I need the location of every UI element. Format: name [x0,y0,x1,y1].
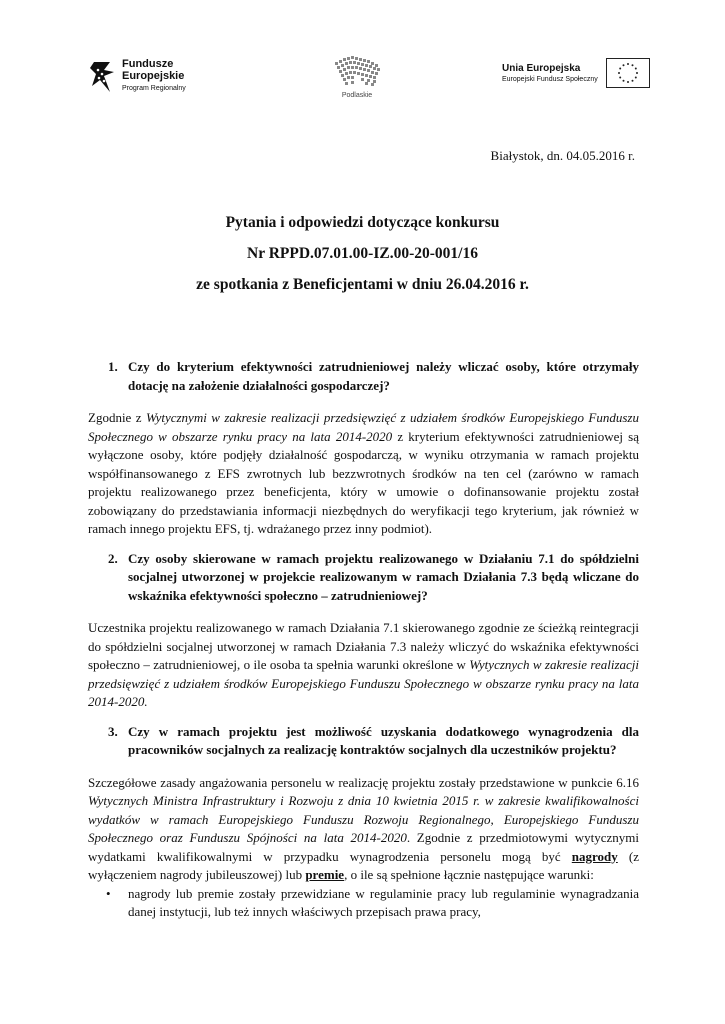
question-3 [108,723,639,760]
answer-3 [88,774,639,885]
unia-europejska-logo [502,58,650,88]
answer-3-premie: premie [305,867,345,882]
answer-2-italic: Wytycznych w zakresie realizacji przedsięwzięć z udziałem środków Europejskiego Funduszu Społecznego w obszarze rynku pracy na lata 2014-2020. [88,657,640,709]
question-2-text: Czy osoby skierowane w ramach projektu realizowanego w Działaniu 7.1 do spółdzielni socjalnej utworzonej w projekcie realizowanym w ramach Działania 7.3 będą wliczane do wskaźnika efektywności społeczno – zatrudnieniowej? [128,550,639,603]
podlaskie-label: Podlaskie [341,92,373,99]
podlaskie-logo [330,54,384,99]
answer-3-mid2: (z wyłączeniem nagrody jubileuszowej) lub [88,848,639,882]
fe-line3: Program Regionalny [122,85,186,92]
qa-content [88,358,639,922]
condition-bullet-1 [106,885,639,922]
answer-3-end: , o ile są spełnione łącznie następujące warunki: [344,867,594,882]
fe-line1: Fundusze [122,58,174,70]
answer-3-nagrody: nagrody [571,848,618,864]
answer-1 [88,409,639,539]
ue-line1: Unia Europejska [502,63,581,74]
fundusze-europejskie-logo [90,58,186,95]
question-2-number: 2. [108,550,118,566]
question-3-text: Czy w ramach projektu jest możliwość uzyskania dodatkowego wynagrodzenia dla pracowników socjalnych za realizację kontraktów socjalnych dla uczestników projektu? [128,723,639,757]
bullet-symbol: • [106,885,111,901]
answer-1-pre: Zgodnie z [88,410,146,425]
answer-2 [88,619,639,712]
title-line2: Nr RPPD.07.01.00-IZ.00-20-001/16 [247,245,478,262]
answer-3-mid: . Zgodnie z przedmiotowymi wytycznymi wydatkami kwalifikowalnymi w przypadku wynagrodzenia personelu mogą być [88,830,639,864]
title-line3: ze spotkania z Beneficjentami w dniu 26.04.2016 r. [196,276,529,293]
ue-line2: Europejski Fundusz Społeczny [502,76,598,83]
condition-bullet-1-text: nagrody lub premie zostały przewidziane w regulaminie pracy lub regulaminie wynagradzania danej instytucji, lub też innych właściwych przepisach prawa pracy, [128,885,639,919]
question-2 [108,550,639,606]
fe-star-icon [90,60,116,94]
fe-line2: Europejskie [122,70,185,82]
eu-flag-icon [606,58,650,88]
answer-1-post: z kryterium efektywności zatrudnieniowej są wyłączone osoby, które podjęły działalność gospodarczą, w wyniku otrzymania w ramach projektu współfinansowanego z EFS zwrotnych lub bezzwrotnych środków na ten cel (zarówno w ramach projektu realizowanego przez beneficjenta, który w umowie o dofinansowanie projektu został zobowiązany do przedstawiania informacji niezbędnych do weryfikacji tego kryterium, jak również w ramach innego projektu EFS, tj. wdrażanego przez inny podmiot). [88,428,639,536]
answer-3-pre: Szczegółowe zasady angażowania personelu w realizację projektu zostały przedstawione w punkcie 6.16 [88,774,639,790]
document-title [0,207,725,300]
page-header [0,52,725,102]
question-1 [108,358,639,395]
title-line1: Pytania i odpowiedzi dotyczące konkursu [225,214,500,231]
question-3-number: 3. [108,723,118,739]
bison-icon [331,54,383,86]
question-1-number: 1. [108,359,118,374]
document-date: Białystok, dn. 04.05.2016 r. [490,148,635,163]
answer-3-italic: Wytycznych Ministra Infrastruktury i Rozwoju z dnia 10 kwietnia 2015 r. w zakresie kwalifikowalności wydatków w ramach Europejskiego Funduszu Rozwoju Regionalnego, Europejskiego Funduszu Społecznego oraz Funduszu Spójności na lata 2014-2020 [88,793,639,845]
answer-1-italic: Wytycznymi w zakresie realizacji przedsięwzięć z udziałem środków Europejskiego Funduszu Społecznego w obszarze rynku pracy na lata 2014-2020 [88,410,639,444]
question-1-text: Czy do kryterium efektywności zatrudnieniowej należy wliczać osoby, które otrzymały dotację na założenie działalności gospodarczej? [128,359,639,393]
answer-2-pre: Uczestnika projektu realizowanego w ramach Działania 7.1 skierowanego zgodnie ze ścieżką reintegracji do spółdzielni socjalnej utworzonej w ramach Działania 7.3 należy wliczyć do wskaźnika efektywności społeczno – zatrudnieniowej, o ile osoba ta spełnia warunki określone w [88,620,639,672]
